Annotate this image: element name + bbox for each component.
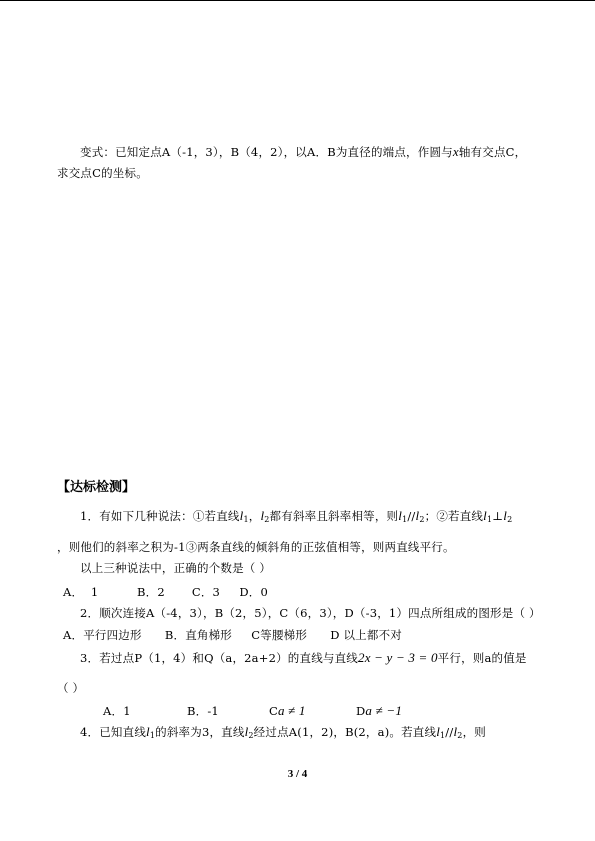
q1-l2b-sub: 2 <box>419 515 425 524</box>
page-number: 3 / 4 <box>287 768 308 780</box>
header-rule <box>0 0 595 1</box>
q3-option-c <box>269 703 306 719</box>
q4-l2-sub: 2 <box>248 731 254 740</box>
q3-text-b: 平行，则a的值是 <box>437 651 527 665</box>
q1-text-b: ， <box>248 509 261 523</box>
q1-line-3: 以上三种说法中，正确的个数是（ ） <box>80 561 272 575</box>
q3-equation: 2x − y − 3 = 0 <box>358 650 438 665</box>
q1-line-1 <box>80 508 512 528</box>
variant-text-1-end: 轴有交点C， <box>458 145 527 159</box>
q1-text-c: 都有斜率且斜率相等，则 <box>269 509 399 523</box>
variant-line-2: 求交点C的坐标。 <box>57 166 148 180</box>
q1-line-2: ，则他们的斜率之积为-1③两条直线的倾斜角的正弦值相等，则两直线平行。 <box>57 540 455 554</box>
q4-l1-symbol: l <box>146 724 150 739</box>
q4-l2-symbol: l <box>244 724 249 739</box>
q1-l2b-symbol: l <box>415 508 420 523</box>
q2-options: A．平行四边形 B．直角梯形 C等腰梯形 D 以上都不对 <box>63 628 402 642</box>
q4-l2b-symbol: l <box>453 724 458 739</box>
q1-l1b-sub: 1 <box>402 515 408 524</box>
q1-l1c-symbol: l <box>483 508 487 523</box>
q1-l1-sub: 1 <box>243 515 249 524</box>
q3-option-d-label: D <box>356 704 366 718</box>
q4-text-b: 的斜率为3，直线 <box>155 725 245 739</box>
q3-option-a: A．1 <box>103 704 131 718</box>
q1-l2-symbol: l <box>260 508 265 523</box>
variant-text-1: 变式：已知定点A（-1，3），B（4，2），以A．B为直径的端点，作圆与 <box>80 145 453 159</box>
q3-text-a: 3．若过点P（1，4）和Q（a，2a+2）的直线与直线 <box>80 651 358 665</box>
q3-option-d <box>356 703 402 719</box>
q1-l2c-sub: 2 <box>507 515 513 524</box>
q4-line-1 <box>80 724 486 744</box>
q1-l1c-sub: 1 <box>486 515 493 524</box>
section-title: 【达标检测】 <box>57 480 136 495</box>
q4-l1-sub: 1 <box>149 731 156 740</box>
q4-text-e: ，则 <box>462 725 486 739</box>
q1-l1b-symbol: l <box>398 508 403 523</box>
q4-l1b-symbol: l <box>436 724 440 739</box>
q3-option-c-label: C <box>269 704 278 718</box>
q1-text-e: ；②若直线 <box>424 509 484 523</box>
q1-l2-sub: 2 <box>264 515 270 524</box>
q1-options: A． 1 B．2 C．3 D．0 <box>63 585 268 599</box>
q4-text-c: 经过点A(1，2)，B(2，a)。若直线 <box>253 725 437 739</box>
variant-line-1 <box>80 144 526 160</box>
q3-line-1 <box>80 650 527 666</box>
q3-line-2: （ ） <box>57 681 85 695</box>
variant-x-var: x <box>452 144 459 159</box>
q3-option-d-expr: a ≠ −1 <box>365 703 403 718</box>
q1-text-a: 1．有如下几种说法：①若直线 <box>80 509 240 523</box>
q4-text-a: 4．已知直线 <box>80 725 147 739</box>
q4-parallel: // <box>445 725 454 739</box>
q1-l1-symbol: l <box>239 508 244 523</box>
q4-l1b-sub: 1 <box>440 731 446 740</box>
q1-parallel: // <box>407 509 416 523</box>
q1-l2c-symbol: l <box>503 508 508 523</box>
q1-perp: ⊥ <box>492 509 504 523</box>
q3-option-c-expr: a ≠ 1 <box>278 703 306 718</box>
q2-line-1: 2．顺次连接A（-4，3），B（2，5），C（6，3），D（-3，1）四点所组成的图形是（ ） <box>80 606 541 620</box>
q3-option-b: B．-1 <box>187 704 219 718</box>
q4-l2b-sub: 2 <box>457 731 463 740</box>
